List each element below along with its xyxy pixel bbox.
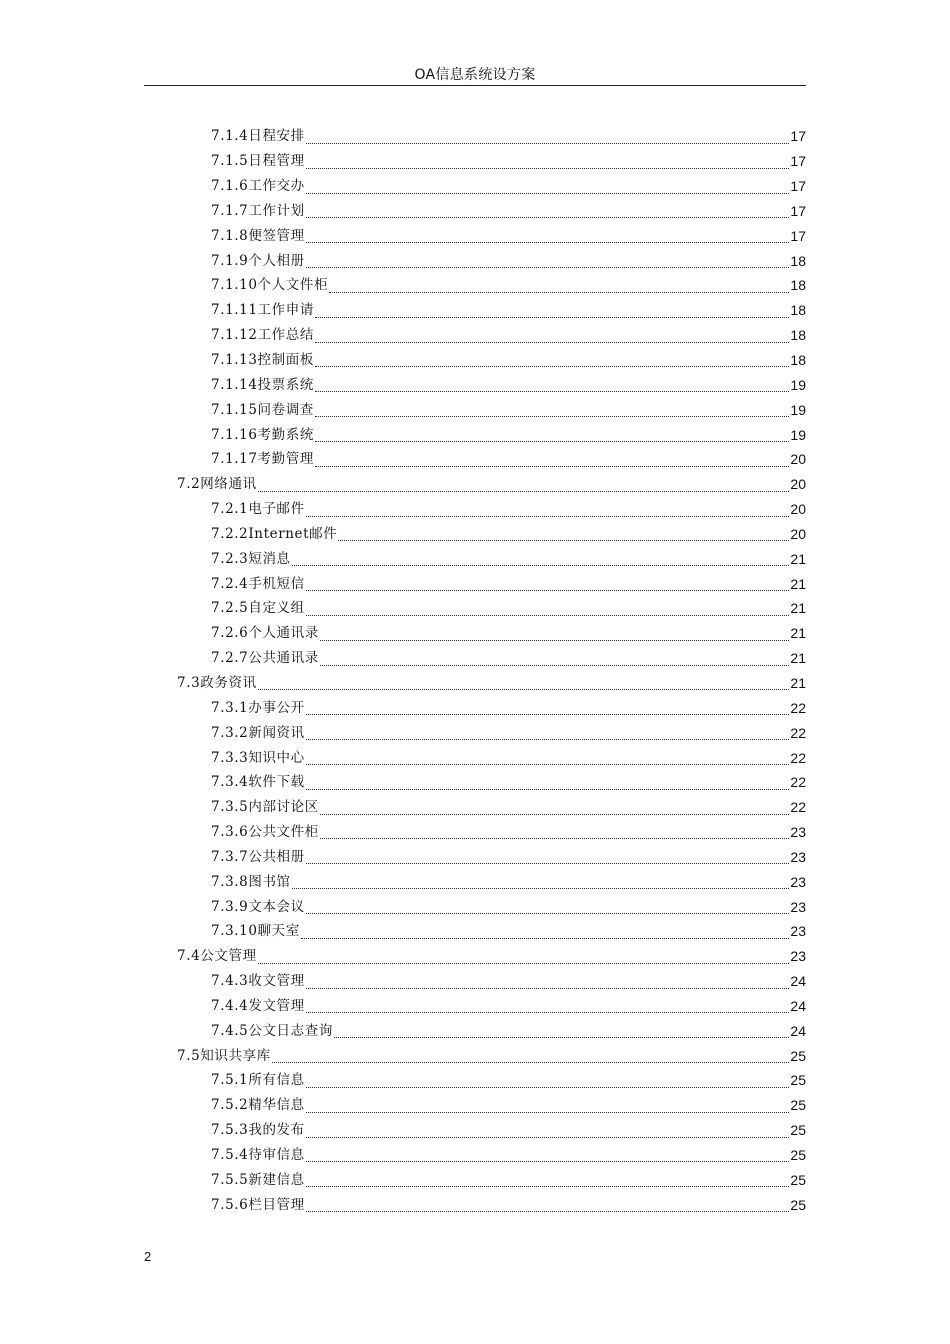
toc-entry-page: 18 (790, 277, 806, 294)
toc-entry-label: 7.5.5新建信息 (211, 1171, 305, 1188)
toc-dot-leader (315, 316, 789, 318)
toc-dot-leader (306, 266, 790, 268)
toc-entry[interactable] (0, 994, 806, 1019)
toc-dot-leader (258, 490, 790, 492)
toc-entry-page: 19 (790, 426, 806, 443)
toc-entry-label: 7.3.2新闻资讯 (211, 724, 305, 741)
toc-entry-label: 7.1.9个人相册 (211, 252, 305, 269)
toc-entry-label: 7.3.5内部讨论区 (211, 799, 319, 816)
toc-entry-page: 25 (790, 1097, 806, 1114)
toc-entry-label: 7.1.13控制面板 (211, 352, 314, 369)
toc-entry-label: 7.2.2Internet邮件 (211, 525, 338, 542)
toc-dot-leader (306, 241, 790, 243)
toc-entry-page: 20 (790, 525, 806, 542)
toc-entry-label: 7.1.16考勤系统 (211, 426, 314, 443)
toc-entry[interactable] (0, 149, 806, 174)
toc-dot-leader (306, 1086, 790, 1088)
toc-entry-label: 7.5知识共享库 (177, 1047, 271, 1064)
toc-entry-page: 17 (790, 202, 806, 219)
toc-dot-leader (315, 341, 789, 343)
toc-entry-label: 7.2.3短消息 (211, 550, 291, 567)
toc-dot-leader (306, 1011, 790, 1013)
toc-entry[interactable] (0, 497, 806, 522)
toc-dot-leader (306, 1185, 790, 1187)
toc-entry[interactable] (0, 745, 806, 770)
toc-entry[interactable] (0, 571, 806, 596)
toc-entry[interactable] (0, 869, 806, 894)
toc-entry[interactable] (0, 596, 806, 621)
toc-dot-leader (320, 813, 790, 815)
toc-entry-page: 25 (790, 1171, 806, 1188)
toc-dot-leader (334, 1036, 789, 1038)
toc-entry-label: 7.3.6公共文件柜 (211, 824, 319, 841)
toc-entry[interactable] (0, 174, 806, 199)
toc-dot-leader (320, 837, 790, 839)
toc-entry[interactable] (0, 397, 806, 422)
toc-entry[interactable] (0, 621, 806, 646)
toc-entry-label: 7.2.4手机短信 (211, 575, 305, 592)
toc-entry[interactable] (0, 671, 806, 696)
toc-entry[interactable] (0, 1118, 806, 1143)
toc-entry-label: 7.1.4日程安排 (211, 128, 305, 145)
toc-entry-label: 7.1.14投票系统 (211, 376, 314, 393)
toc-dot-leader (272, 1061, 790, 1063)
toc-entry-page: 22 (790, 774, 806, 791)
toc-dot-leader (258, 962, 790, 964)
toc-dot-leader (306, 1111, 790, 1113)
toc-entry-page: 18 (790, 352, 806, 369)
toc-dot-leader (306, 862, 790, 864)
toc-entry[interactable] (0, 472, 806, 497)
toc-dot-leader (315, 365, 789, 367)
toc-entry-label: 7.3.7公共相册 (211, 848, 305, 865)
toc-entry[interactable] (0, 372, 806, 397)
toc-entry[interactable] (0, 894, 806, 919)
toc-entry-page: 21 (790, 600, 806, 617)
toc-dot-leader (315, 465, 789, 467)
toc-entry-label: 7.3政务资讯 (177, 674, 257, 691)
toc-entry-page: 25 (790, 1072, 806, 1089)
toc-entry-label: 7.1.12工作总结 (211, 327, 314, 344)
toc-dot-leader (320, 664, 790, 666)
toc-dot-leader (329, 291, 789, 293)
toc-entry-page: 25 (790, 1147, 806, 1164)
toc-dot-leader (306, 1210, 790, 1212)
toc-entry-page: 22 (790, 799, 806, 816)
toc-entry[interactable] (0, 1093, 806, 1118)
toc-entry-page: 17 (790, 153, 806, 170)
toc-entry[interactable] (0, 820, 806, 845)
toc-entry[interactable] (0, 1143, 806, 1168)
toc-entry-page: 18 (790, 302, 806, 319)
toc-entry-page: 22 (790, 724, 806, 741)
toc-entry[interactable] (0, 844, 806, 869)
toc-entry[interactable] (0, 348, 806, 373)
toc-dot-leader (338, 539, 789, 541)
toc-entry-label: 7.4.4发文管理 (211, 997, 305, 1014)
toc-entry-page: 18 (790, 327, 806, 344)
toc-dot-leader (306, 912, 790, 914)
toc-entry-page: 20 (790, 451, 806, 468)
toc-entry-label: 7.1.6工作交办 (211, 178, 305, 195)
toc-entry-label: 7.2网络通讯 (177, 476, 257, 493)
toc-dot-leader (306, 515, 790, 517)
toc-entry[interactable] (0, 447, 806, 472)
toc-dot-leader (306, 763, 790, 765)
toc-entry[interactable] (0, 919, 806, 944)
toc-entry[interactable] (0, 795, 806, 820)
toc-entry-label: 7.3.4软件下载 (211, 774, 305, 791)
toc-dot-leader (315, 390, 789, 392)
toc-entry-label: 7.3.3知识中心 (211, 749, 305, 766)
page-number: 2 (144, 1249, 152, 1264)
toc-entry-label: 7.1.7工作计划 (211, 202, 305, 219)
toc-dot-leader (306, 167, 790, 169)
toc-entry-page: 19 (790, 401, 806, 418)
toc-dot-leader (306, 614, 790, 616)
toc-entry-label: 7.5.3我的发布 (211, 1122, 305, 1139)
toc-entry[interactable] (0, 199, 806, 224)
header-rule (144, 85, 806, 86)
toc-entry[interactable] (0, 1192, 806, 1217)
toc-entry[interactable] (0, 770, 806, 795)
toc-dot-leader (320, 639, 790, 641)
toc-entry-page: 23 (790, 923, 806, 940)
toc-entry-page: 19 (790, 376, 806, 393)
toc-entry-page: 17 (790, 128, 806, 145)
toc-entry-label: 7.4.5公文日志查询 (211, 1022, 333, 1039)
toc-dot-leader (306, 788, 790, 790)
toc-entry[interactable] (0, 273, 806, 298)
toc-entry[interactable] (0, 124, 806, 149)
toc-entry[interactable] (0, 646, 806, 671)
toc-entry-label: 7.5.2精华信息 (211, 1097, 305, 1114)
toc-entry-label: 7.3.8图书馆 (211, 873, 291, 890)
toc-entry-page: 21 (790, 650, 806, 667)
toc-dot-leader (292, 564, 790, 566)
toc-entry[interactable] (0, 969, 806, 994)
toc-entry-label: 7.2.1电子邮件 (211, 501, 305, 518)
toc-entry-label: 7.3.9文本会议 (211, 898, 305, 915)
table-of-contents (0, 124, 950, 1217)
toc-entry-page: 25 (790, 1122, 806, 1139)
toc-entry[interactable] (0, 1167, 806, 1192)
toc-entry[interactable] (0, 223, 806, 248)
toc-entry[interactable] (0, 944, 806, 969)
toc-entry-label: 7.2.5自定义组 (211, 600, 305, 617)
toc-entry-label: 7.1.8便签管理 (211, 227, 305, 244)
toc-entry-label: 7.2.6个人通讯录 (211, 625, 319, 642)
toc-dot-leader (306, 987, 790, 989)
toc-entry-label: 7.1.15问卷调查 (211, 401, 314, 418)
toc-entry-page: 23 (790, 898, 806, 915)
toc-dot-leader (315, 415, 789, 417)
toc-entry-page: 24 (790, 997, 806, 1014)
toc-entry-label: 7.5.4待审信息 (211, 1147, 305, 1164)
toc-dot-leader (301, 937, 790, 939)
toc-entry-page: 25 (790, 1047, 806, 1064)
toc-entry-page: 21 (790, 625, 806, 642)
toc-entry[interactable] (0, 1068, 806, 1093)
toc-entry-page: 17 (790, 178, 806, 195)
toc-dot-leader (306, 192, 790, 194)
toc-entry[interactable] (0, 323, 806, 348)
toc-entry[interactable] (0, 522, 806, 547)
toc-entry-page: 21 (790, 575, 806, 592)
toc-entry-page: 23 (790, 873, 806, 890)
toc-dot-leader (306, 216, 790, 218)
toc-dot-leader (292, 887, 790, 889)
toc-entry-label: 7.5.1所有信息 (211, 1072, 305, 1089)
toc-entry-label: 7.1.10个人文件柜 (211, 277, 329, 294)
toc-entry-label: 7.1.5日程管理 (211, 153, 305, 170)
toc-entry[interactable] (0, 695, 806, 720)
toc-entry-label: 7.2.7公共通讯录 (211, 650, 319, 667)
toc-entry-page: 18 (790, 252, 806, 269)
toc-dot-leader (306, 142, 790, 144)
toc-dot-leader (306, 1160, 790, 1162)
toc-entry-page: 20 (790, 476, 806, 493)
toc-dot-leader (306, 589, 790, 591)
toc-entry-page: 25 (790, 1196, 806, 1213)
header-title: OA信息系统设方案 (414, 67, 536, 83)
toc-entry-page: 21 (790, 674, 806, 691)
toc-entry-label: 7.4公文管理 (177, 948, 257, 965)
toc-entry-page: 23 (790, 824, 806, 841)
toc-entry[interactable] (0, 422, 806, 447)
toc-entry-label: 7.1.11工作申请 (211, 302, 314, 319)
toc-dot-leader (306, 713, 790, 715)
toc-entry-label: 7.3.1办事公开 (211, 699, 305, 716)
toc-entry-label: 7.5.6栏目管理 (211, 1196, 305, 1213)
toc-entry[interactable] (0, 298, 806, 323)
toc-entry[interactable] (0, 1043, 806, 1068)
toc-entry-page: 22 (790, 699, 806, 716)
toc-entry-page: 22 (790, 749, 806, 766)
toc-dot-leader (258, 688, 790, 690)
toc-entry[interactable] (0, 546, 806, 571)
toc-entry-label: 7.4.3收文管理 (211, 973, 305, 990)
toc-entry-page: 24 (790, 1022, 806, 1039)
toc-dot-leader (315, 440, 789, 442)
toc-entry[interactable] (0, 720, 806, 745)
toc-entry[interactable] (0, 248, 806, 273)
toc-entry-page: 23 (790, 948, 806, 965)
toc-entry-label: 7.1.17考勤管理 (211, 451, 314, 468)
toc-entry-page: 17 (790, 227, 806, 244)
toc-entry-label: 7.3.10聊天室 (211, 923, 300, 940)
toc-dot-leader (306, 738, 790, 740)
toc-entry[interactable] (0, 1018, 806, 1043)
toc-dot-leader (306, 1136, 790, 1138)
toc-entry-page: 21 (790, 550, 806, 567)
toc-entry-page: 24 (790, 973, 806, 990)
toc-entry-page: 23 (790, 848, 806, 865)
toc-entry-page: 20 (790, 501, 806, 518)
